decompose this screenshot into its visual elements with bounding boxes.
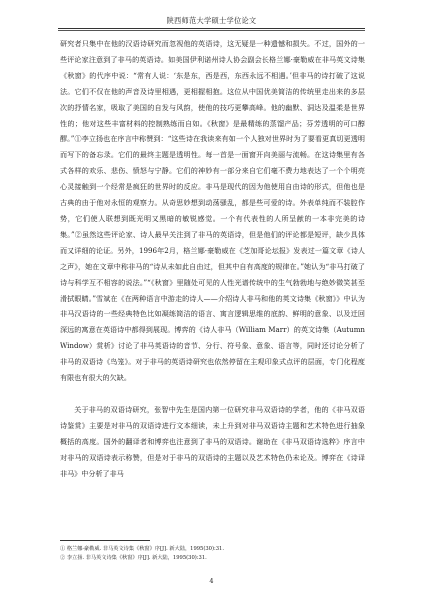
footnote: ① 格兰娜·豪勒威. 非马英文诗集《秋窗》序[J]. 新大陆，1995(30):31. <box>60 546 224 552</box>
page-number: 4 <box>209 577 214 585</box>
paragraph: 研究者只集中在他的汉语诗研究而忽视他的英语诗，这无疑是一种遗憾和损失。不过，国外的一些评论家注意到了非马的英语诗。如美国伊利诺州诗人协会副会长格兰娜·豪勒威在非马英文诗集《秋窗》的代序中说：“常有人说：‘东是东，西是西，东西永远不相遇。’但非马的诗打破了这说法。它们不仅在他的声音及诗里相遇，更相握相抱。这位从中国优美简洁的传统里走出来的多层次的抒情名家，吸取了美国的自发与风韵，使他的技巧更攀高峰。他的幽默、洞达及温柔是世界性的；他对这些丰富材料的控制熟练而自如。《秋窗》是最精练的蒸馏产品；芬芳透明的可口醇醪。”①李立扬也在序言中称赞到：“这些诗在我读来有如一个人独对世界时为了要看更真切更透明而写下的备忘录。它们的最终主题是透明性。每一首是一面窗开向美丽与流畅。在这诗集里有各式各样的欢乐、悲伤、愤怒与宁静。它们的神妙有一部分来自它们毫不费力地表达了一个个明亮心灵接触到一个经常是疯狂的世界时的反应。非马是现代的因为他使用自由诗的形式，但他也是古典的由于他对永恒的观察力。从奇思妙想到动荡骚乱，都是些可爱的诗。外表单纯而不装腔作势，它们使人联想到既光明又黑暗的敏锐感觉。一个有代表性的人所呈献的一本非完美的诗集。”②虽然这些评论家、诗人最早关注到了非马的英语诗，但是他们的评论都是短评，缺少具体而又详细的论证。另外，1996年2月，格兰娜·豪勒威在《芝加哥论坛报》发表过一篇文章《诗人之声》，她在文章中称非马的“诗从未如此自由过，但其中自有高度的规律在。”她认为“非马打破了诗与科学互不相容的说法。”“《秋窗》里随处可见的人性光谱传统中的生气勃勃地与绝妙微笑甚至滑拭眼睛。”雪斌在《在两种语言中游走的诗人——介绍诗人非马和他的英文诗集《秋窗》》中认为非马汉语诗的一些经典特色比如凝练简洁的语言、寓言逻辑思维的底韵、鲜明的意象、以及迁回深远的寓意在英语诗中都得到展现。博弈的《诗人非马（William Marr）的英文诗集（Autumn Window）赏析》讨论了非马英语诗的音节、分行、符号象、意象、语言等，同时还讨论分析了非马的双语诗《鸟笼》。对于非马的英语诗研究也依然停留在主观印象式点评的层面，专门化程度有限也有很大的欠缺。 <box>60 39 365 383</box>
header-rule <box>58 28 365 31</box>
footnotes <box>60 545 365 562</box>
paragraph: 关于非马的双语诗研究，张智中先生是国内第一位研究非马双语诗的学者，他的《非马双语诗鉴赏》主要是对非马的双语诗进行文本细读，未上升到对非马双语诗主题和艺术特色进行抽象概括的高度。国外的翻译者和博弈也注意到了非马的双语诗。谢助在《非马双语诗选粹》序言中对非马的双语诗表示称赞，但是对于非马的双语诗的主题以及艺术特色仍未论及。博弈在《诗译非马》中分析了非马 <box>60 404 365 478</box>
body-text <box>60 36 365 481</box>
running-header: 陕西师范大学硕士学位论文 <box>166 16 257 25</box>
footnote-rule <box>60 540 150 541</box>
footnote: ② 李立扬. 非马英文诗集《秋窗》序[J]. 新大陆，1995(30):31. <box>60 554 207 561</box>
